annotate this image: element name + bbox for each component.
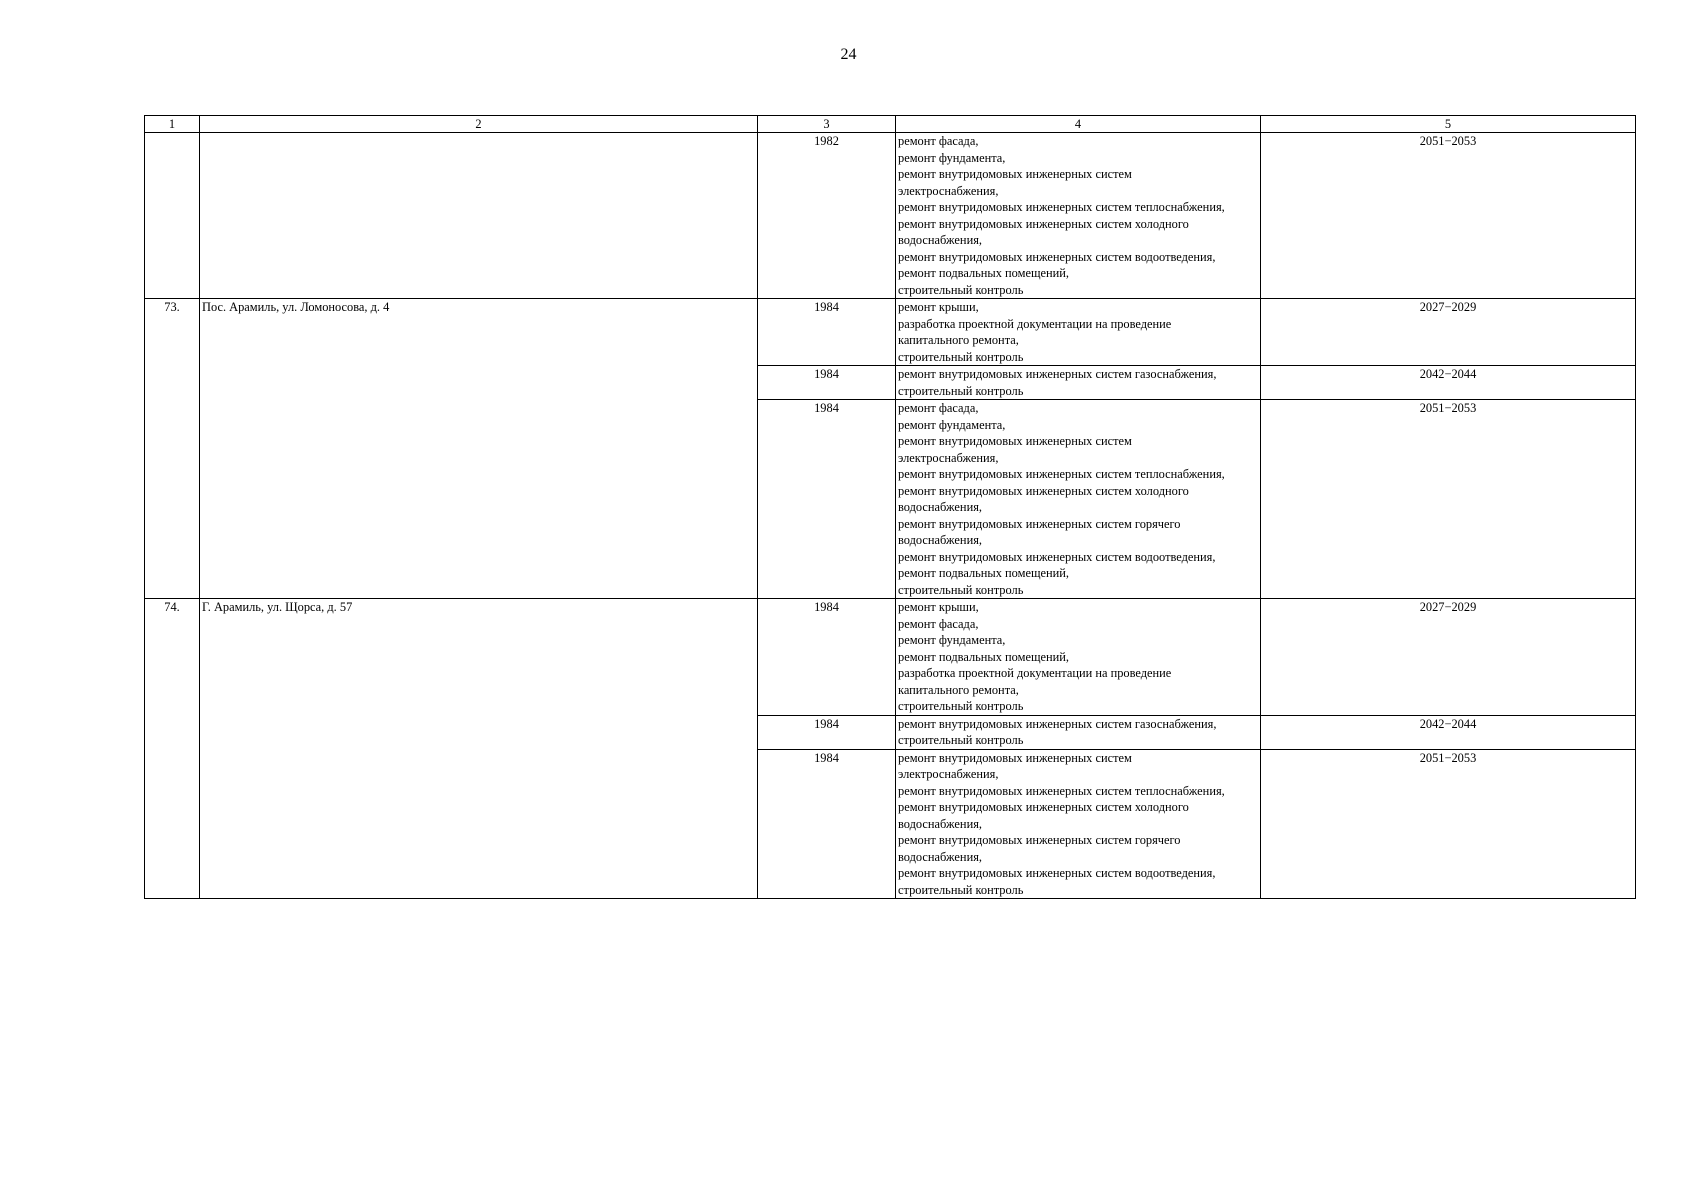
work-item: электроснабжения, (898, 183, 999, 198)
table-row (145, 133, 1636, 299)
period-cell: 2051−2053 (1261, 133, 1636, 299)
work-item: ремонт внутридомовых инженерных систем холодного (898, 216, 1189, 231)
year-cell: 1982 (758, 133, 896, 299)
work-item: ремонт внутридомовых инженерных систем (898, 167, 1132, 181)
period-cell: 2027−2029 (1261, 599, 1636, 716)
header-col-5: 5 (1261, 116, 1636, 133)
work-item: ремонт фасада, (898, 134, 979, 148)
work-item: водоснабжения, (898, 500, 982, 514)
row-number-cell: 73. (145, 299, 200, 599)
work-item: ремонт внутридомовых инженерных систем (898, 750, 1132, 765)
work-item: ремонт внутридомовых инженерных систем теплоснабжения, (898, 467, 1225, 481)
works-cell (896, 599, 1261, 716)
work-item: ремонт внутридомовых инженерных систем холодного (898, 483, 1189, 498)
header-col-4: 4 (896, 116, 1261, 133)
work-item: ремонт внутридомовых инженерных систем водоотведения, (898, 866, 1216, 880)
work-item: разработка проектной документации на проведение (898, 316, 1172, 331)
work-item: ремонт внутридомовых инженерных систем горячего (898, 516, 1181, 531)
work-item: ремонт внутридомовых инженерных систем теплоснабжения, (898, 200, 1225, 214)
work-item: ремонт внутридомовых инженерных систем водоотведения, (898, 549, 1216, 564)
header-col-1: 1 (145, 116, 200, 133)
year-cell: 1984 (758, 599, 896, 716)
row-number-cell (145, 133, 200, 299)
table-header (145, 116, 1636, 133)
repair-schedule-table (144, 115, 1636, 899)
work-item: капитального ремонта, (898, 333, 1019, 347)
period-cell: 2042−2044 (1261, 715, 1636, 749)
period-cell: 2051−2053 (1261, 749, 1636, 899)
work-item: ремонт фундамента, (898, 633, 1006, 647)
row-number-cell: 74. (145, 599, 200, 899)
work-item: водоснабжения, (898, 849, 982, 864)
period-cell: 2027−2029 (1261, 299, 1636, 366)
address-cell: Пос. Арамиль, ул. Ломоносова, д. 4 (200, 299, 758, 599)
work-item: водоснабжения, (898, 816, 982, 831)
year-cell: 1984 (758, 715, 896, 749)
page-number: 24 (840, 46, 857, 63)
year-cell: 1984 (758, 749, 896, 899)
table-row (145, 299, 1636, 366)
period-cell: 2051−2053 (1261, 400, 1636, 599)
work-item: ремонт внутридомовых инженерных систем (898, 434, 1132, 448)
work-item: ремонт внутридомовых инженерных систем теплоснабжения, (898, 783, 1225, 798)
work-item: ремонт подвальных помещений, (898, 266, 1069, 280)
work-item: водоснабжения, (898, 233, 982, 247)
work-item: строительный контроль (898, 733, 1024, 747)
table-body (145, 133, 1636, 899)
works-cell (896, 299, 1261, 366)
period-cell: 2042−2044 (1261, 366, 1636, 400)
work-item: ремонт фасада, (898, 616, 979, 631)
work-item: ремонт внутридомовых инженерных систем водоотведения, (898, 249, 1216, 264)
work-item: электроснабжения, (898, 767, 999, 781)
work-item: ремонт подвальных помещений, (898, 566, 1069, 580)
address-cell (200, 133, 758, 299)
work-item: строительный контроль (898, 282, 1024, 297)
work-item: электроснабжения, (898, 450, 999, 465)
work-item: водоснабжения, (898, 533, 982, 547)
header-row (145, 116, 1636, 133)
work-item: ремонт крыши, (898, 300, 979, 314)
work-item: капитального ремонта, (898, 682, 1019, 697)
work-item: ремонт фундамента, (898, 150, 1006, 165)
address-cell: Г. Арамиль, ул. Щорса, д. 57 (200, 599, 758, 899)
year-cell: 1984 (758, 400, 896, 599)
works-cell (896, 400, 1261, 599)
works-cell (896, 133, 1261, 299)
year-cell: 1984 (758, 366, 896, 400)
work-item: ремонт внутридомовых инженерных систем горячего (898, 833, 1181, 847)
header-col-2: 2 (200, 116, 758, 133)
year-cell: 1984 (758, 299, 896, 366)
work-item: ремонт внутридомовых инженерных систем холодного (898, 800, 1189, 814)
works-cell (896, 366, 1261, 400)
work-item: ремонт фасада, (898, 401, 979, 415)
work-item: ремонт внутридомовых инженерных систем газоснабжения, (898, 716, 1217, 731)
work-item: разработка проектной документации на проведение (898, 666, 1172, 680)
work-item: строительный контроль (898, 582, 1024, 597)
work-item: ремонт фундамента, (898, 417, 1006, 432)
work-item: строительный контроль (898, 882, 1024, 897)
work-item: строительный контроль (898, 699, 1024, 713)
work-item: строительный контроль (898, 349, 1024, 364)
work-item: строительный контроль (898, 383, 1024, 398)
work-item: ремонт подвальных помещений, (898, 649, 1069, 664)
table-row (145, 599, 1636, 716)
works-cell (896, 715, 1261, 749)
work-item: ремонт внутридомовых инженерных систем газоснабжения, (898, 367, 1217, 381)
header-col-3: 3 (758, 116, 896, 133)
work-item: ремонт крыши, (898, 600, 979, 614)
works-cell (896, 749, 1261, 899)
